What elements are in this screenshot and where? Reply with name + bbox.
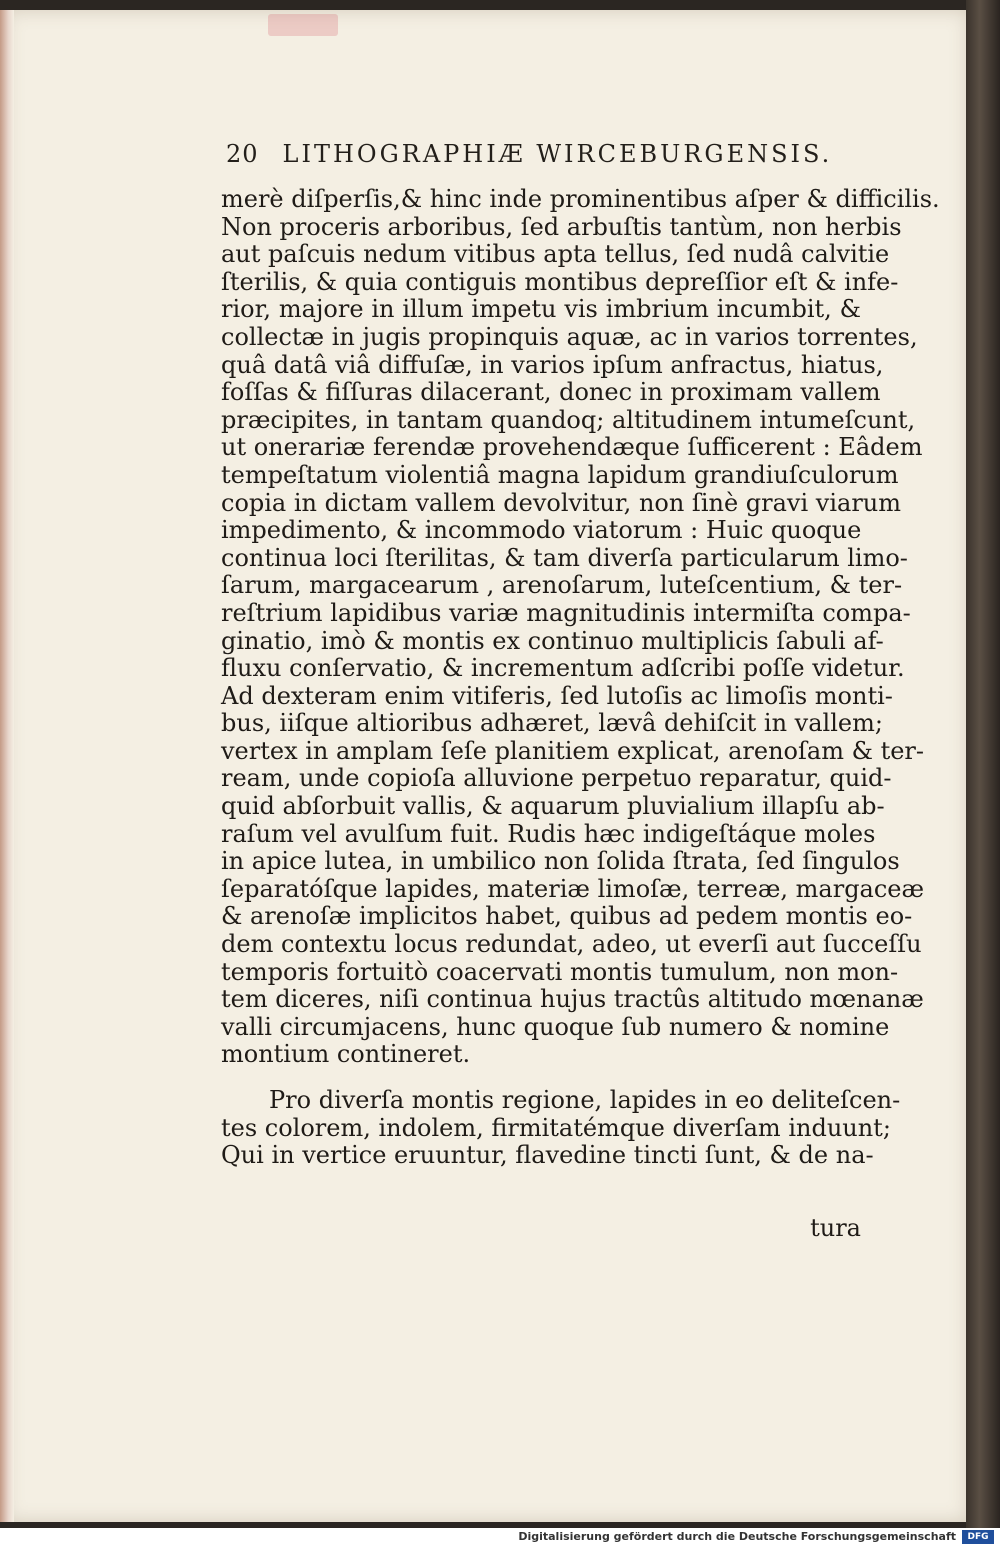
text-line: Ad dexteram enim vitiferis, ſed lutoſis ac limoſis monti- [221,681,893,710]
page-number: 20 [226,140,259,168]
text-line: fluxu conſervatio, & incrementum adſcribi poſſe videtur. [221,654,905,683]
running-title: LITHOGRAPHIÆ WIRCEBURGENSIS. [282,140,833,168]
text-line: tem diceres, niſi continua hujus tractûs altitudo mœnanæ [221,985,924,1014]
page-edge-left [0,10,14,1522]
text-line: ſeparatóſque lapides, materiæ limoſæ, terreæ, margaceæ [221,874,925,903]
text-line: vertex in amplam ſeſe planitiem explicat, arenoſam & ter- [221,736,924,765]
paragraph-1 [221,185,940,1069]
text-line: Pro diverſa montis regione, lapides in eo deliteſcen- [269,1086,901,1114]
text-line: collectæ in jugis propinquis aquæ, ac in varios torrentes, [221,322,918,351]
body-text [221,185,940,1170]
text-line: copia in dictam vallem devolvitur, non ſinè gravi viarum [221,488,902,517]
text-line: & arenoſæ implicitos habet, quibus ad pedem montis eo- [221,902,913,931]
text-line: foſſas & fiſſuras dilacerant, donec in proximam vallem [221,378,881,407]
footer-bar [0,1528,1000,1547]
text-line: tempeſtatum violentiâ magna lapidum grandiuſculorum [221,460,899,489]
text-line: aut paſcuis nedum vitibus apta tellus, ſed nudâ calvitie [221,240,890,269]
text-line: valli circumjacens, hunc quoque ſub numero & nomine [221,1012,890,1041]
text-line: montium contineret. [221,1040,471,1069]
text-line: in apice lutea, in umbilico non ſolida ſtrata, ſed ſingulos [221,847,900,876]
text-line: impedimento, & incommodo viatorum : Huic quoque [221,516,862,545]
dfg-logo: DFG [962,1530,994,1544]
text-line: ut onerariæ ferendæ provehendæque ſufficerent : Eâdem [221,433,923,462]
book-spine-edge [966,0,1000,1528]
text-line: tes colorem, indolem, firmitatémque diverſam induunt; [221,1113,891,1142]
library-stamp [268,14,338,36]
text-line: raſum vel avulſum fuit. Rudis hæc indigeſtáque moles [221,819,876,848]
digitization-credit: Digitalisierung gefördert durch die Deutsche Forschungsgemeinschaft [518,1530,956,1543]
text-line: ſterilis, & quia contiguis montibus depreſſior eſt & infe- [221,267,899,296]
text-line: rior, majore in illum impetu vis imbrium incumbit, & [221,295,861,324]
text-line: ſarum, margacearum , arenoſarum, luteſcentium, & ter- [221,571,903,600]
catchword: tura [810,1214,861,1242]
paragraph-2 [221,1086,901,1170]
text-line: reſtrium lapidibus variæ magnitudinis intermiſta compa- [221,598,911,627]
text-line: præcipites, in tantam quandoq; altitudinem intumeſcunt, [221,405,916,434]
text-line: quâ datâ viâ diffuſæ, in varios ipſum anfractus, hiatus, [221,350,884,379]
running-head [226,140,866,168]
paragraph-gap [221,1069,861,1087]
text-line: Qui in vertice eruuntur, flavedine tincti ſunt, & de na- [221,1141,874,1170]
text-line: bus, iiſque altioribus adhæret, lævâ dehiſcit in vallem; [221,709,883,738]
text-line: quid abſorbuit vallis, & aquarum pluvialium illapſu ab- [221,792,885,821]
text-line: continua loci ſterilitas, & tam diverſa particularum limo- [221,543,908,572]
text-line: temporis fortuitò coacervati montis tumulum, non mon- [221,957,899,986]
text-line: ginatio, imò & montis ex continuo multiplicis ſabuli af- [221,626,884,655]
text-line: Non proceris arboribus, ſed arbuſtis tantùm, non herbis [221,212,902,241]
text-line: ream, unde copioſa alluvione perpetuo reparatur, quid- [221,764,892,793]
text-line: merè diſperſis,& hinc inde prominentibus aſper & difficilis. [221,185,940,213]
text-line: dem contextu locus redundat, adeo, ut everſi aut ſucceſſu [221,930,922,959]
